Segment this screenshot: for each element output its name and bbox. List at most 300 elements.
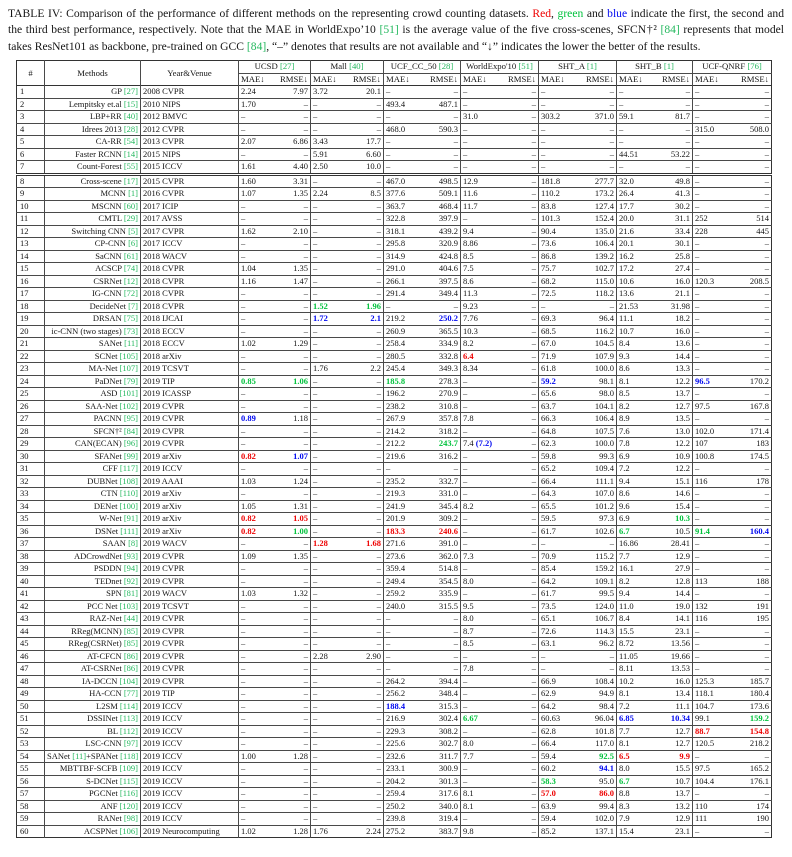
citation-link[interactable]: [116] (119, 788, 138, 799)
metric-value: – (241, 123, 246, 134)
method-cell (45, 475, 141, 488)
value-cell (461, 700, 505, 713)
method-cell (45, 225, 141, 238)
value-cell (461, 650, 505, 663)
row-number: 3 (17, 111, 45, 124)
metric-value: 291.4 (386, 288, 406, 299)
value-cell (693, 338, 732, 351)
table-row (17, 613, 772, 626)
citation-link[interactable]: [74] (123, 263, 138, 274)
metric-value: 27.4 (675, 263, 691, 274)
row-number: 24 (17, 375, 45, 388)
label-text: CFF (102, 463, 120, 474)
metric-value: 94.9 (599, 688, 615, 699)
metric-value: – (241, 813, 246, 824)
value-cell (578, 161, 617, 175)
value-cell (617, 263, 655, 276)
metric-value: 8.5 (463, 638, 474, 649)
caption-text: Red (532, 7, 552, 20)
value-cell (384, 525, 424, 538)
metric-value: 127.4 (594, 200, 615, 211)
value-cell (693, 400, 732, 413)
value-cell (732, 738, 772, 751)
value-cell (273, 174, 311, 188)
metric-value: 6.7 (619, 775, 630, 786)
citation-link[interactable]: [11] (124, 338, 138, 349)
value-cell (732, 650, 772, 663)
citation-link[interactable]: [93] (123, 550, 138, 561)
metric-value: 15.5 (675, 763, 691, 774)
value-cell (578, 525, 617, 538)
metric-value: 185.8 (386, 375, 406, 386)
table-row (17, 725, 772, 738)
metric-value: 250.2 (386, 800, 406, 811)
citation-link[interactable]: [72] (123, 288, 138, 299)
metric-value: – (241, 800, 246, 811)
table-row (17, 500, 772, 513)
metric-value: 1.03 (241, 588, 256, 599)
value-cell (311, 425, 346, 438)
metric-value: 13.53 (670, 663, 691, 674)
metric-value: – (313, 788, 318, 799)
metric-value: – (376, 625, 382, 636)
metric-value: 16.2 (619, 250, 634, 261)
citation-link[interactable]: [100] (119, 500, 138, 511)
method-cell (45, 350, 141, 363)
citation-link[interactable]: [1] (663, 61, 674, 72)
value-cell (732, 413, 772, 426)
citation-link[interactable]: [81] (123, 588, 138, 599)
citation-link[interactable]: [84] (660, 23, 680, 37)
venue-cell: 2018 CVPR (141, 300, 239, 313)
citation-link[interactable]: [111] (120, 525, 138, 536)
citation-link[interactable]: [117] (119, 463, 138, 474)
venue-cell: 2019 TCSVT (141, 363, 239, 376)
method-cell (45, 788, 141, 801)
venue-cell: 2019 arXiv (141, 450, 239, 463)
metric-value: 349.3 (438, 363, 459, 374)
citation-link[interactable]: [8] (128, 538, 138, 549)
metric-value: – (619, 161, 624, 172)
metric-value: 94.1 (599, 763, 615, 774)
value-cell (578, 188, 617, 201)
citation-link[interactable]: [73] (123, 325, 138, 336)
metric-value: 31.1 (675, 213, 691, 224)
metric-value: – (463, 136, 468, 147)
value-cell (617, 663, 655, 676)
citation-link[interactable]: [84] (246, 39, 267, 53)
metric-value: 64.2 (541, 700, 556, 711)
citation-link[interactable]: [28] (438, 61, 454, 72)
value-cell (617, 400, 655, 413)
value-cell (424, 413, 461, 426)
value-cell (384, 813, 424, 826)
metric-value: 1.18 (293, 413, 308, 424)
citation-link[interactable]: [60] (123, 200, 138, 211)
metric-value: – (541, 98, 546, 109)
citation-link[interactable]: [40] (123, 111, 138, 122)
metric-value: – (313, 513, 318, 524)
metric-value: 118.2 (595, 288, 615, 299)
value-cell (655, 763, 693, 776)
label-text: DSNet (94, 525, 121, 536)
metric-value: – (386, 650, 391, 661)
metric-value: 1.31 (293, 500, 308, 511)
method-cell (45, 400, 141, 413)
metric-value: – (313, 663, 318, 674)
citation-link[interactable]: [54] (123, 136, 138, 147)
value-cell (578, 225, 617, 238)
value-cell (655, 250, 693, 263)
metric-value: 468.4 (438, 200, 459, 211)
citation-link[interactable]: [28] (123, 123, 138, 134)
citation-link[interactable]: [86] (123, 663, 138, 674)
value-cell (273, 425, 311, 438)
metric-value: – (531, 663, 537, 674)
value-cell (461, 161, 505, 175)
citation-link[interactable]: [105] (119, 350, 138, 361)
metric-value: 8.3 (619, 800, 630, 811)
citation-link[interactable]: [27] (123, 86, 138, 97)
value-cell (311, 111, 346, 124)
row-number: 50 (17, 700, 45, 713)
metric-value: – (313, 111, 318, 122)
metric-value: – (241, 675, 246, 686)
metric-value: 14.4 (675, 350, 691, 361)
value-cell (539, 174, 578, 188)
metric-value: 9.23 (463, 300, 478, 311)
value-cell (273, 463, 311, 476)
venue-cell: 2019 CVPR (141, 438, 239, 451)
metric-value: 110.2 (541, 188, 560, 199)
citation-link[interactable]: [40] (349, 61, 364, 72)
metric-value: 258.4 (386, 338, 406, 349)
metric-value: 1.32 (293, 588, 308, 599)
table-row (17, 550, 772, 563)
value-cell (693, 750, 732, 763)
table-row (17, 675, 772, 688)
value-cell (311, 161, 346, 175)
metric-value: – (303, 775, 308, 786)
citation-link[interactable]: [103] (119, 600, 138, 611)
citation-link[interactable]: [79] (123, 375, 138, 386)
metric-value: – (531, 375, 537, 386)
rmse-subheader: RMSE↓ (578, 73, 617, 86)
value-cell (346, 375, 384, 388)
metric-value: – (376, 98, 382, 109)
value-cell (617, 200, 655, 213)
value-cell (384, 200, 424, 213)
citation-link[interactable]: [1] (128, 188, 138, 199)
metric-value: – (313, 725, 318, 736)
value-cell (655, 475, 693, 488)
label-text: CTN (100, 488, 120, 499)
citation-link[interactable]: [85] (123, 638, 138, 649)
citation-link[interactable]: [115] (119, 775, 138, 786)
metric-value: 73.5 (541, 600, 556, 611)
citation-link[interactable]: [110] (119, 488, 138, 499)
value-cell (617, 788, 655, 801)
value-cell (578, 688, 617, 701)
metric-value: 1.16 (241, 275, 256, 286)
citation-link[interactable]: [120] (119, 800, 138, 811)
metric-value: – (531, 325, 537, 336)
metric-value: 1.70 (241, 98, 256, 109)
metric-value: 174 (756, 800, 770, 811)
metric-value: – (313, 175, 318, 186)
metric-value: 67.0 (541, 338, 556, 349)
citation-link[interactable]: [98] (123, 813, 138, 824)
value-cell (505, 575, 539, 588)
value-cell (693, 450, 732, 463)
citation-link[interactable]: [1] (586, 61, 597, 72)
citation-link[interactable]: [11] (72, 750, 87, 761)
value-cell (346, 750, 384, 763)
citation-link[interactable]: [75] (123, 313, 138, 324)
table-row (17, 263, 772, 276)
citation-link[interactable]: [61] (123, 250, 138, 261)
value-cell (578, 388, 617, 401)
citation-link[interactable]: [118] (120, 750, 139, 761)
value-cell (239, 563, 273, 576)
metric-value: – (764, 175, 770, 186)
value-cell (384, 450, 424, 463)
metric-value: – (376, 738, 382, 749)
value-cell (311, 500, 346, 513)
metric-value: 9.4 (619, 475, 630, 486)
citation-link[interactable]: [91] (123, 513, 138, 524)
metric-value: – (303, 663, 308, 674)
citation-link[interactable]: [99] (123, 450, 138, 461)
value-cell (461, 238, 505, 251)
value-cell (311, 738, 346, 751)
method-cell (45, 174, 141, 188)
value-cell (539, 388, 578, 401)
metric-value: – (609, 650, 615, 661)
metric-value: 63.7 (541, 400, 556, 411)
citation-link[interactable]: [29] (123, 213, 138, 224)
value-cell (239, 625, 273, 638)
citation-link[interactable]: [84] (123, 425, 138, 436)
citation-link[interactable]: [27] (279, 61, 295, 72)
citation-link[interactable]: [6] (128, 238, 138, 249)
metric-value: 8.4 (619, 338, 630, 349)
citation-link[interactable]: [7] (128, 300, 138, 311)
metric-value: 232.6 (386, 750, 406, 761)
value-cell (693, 148, 732, 161)
metric-value: 66.4 (541, 475, 556, 486)
value-cell (578, 513, 617, 526)
metric-value: – (453, 638, 459, 649)
metric-value: 33.4 (675, 225, 691, 236)
metric-value: 264.2 (386, 675, 406, 686)
metric-value: 65.6 (541, 388, 556, 399)
value-cell (346, 123, 384, 136)
metric-value: – (303, 400, 308, 411)
citation-link[interactable]: [55] (123, 161, 138, 172)
metric-value: 7.7 (463, 750, 474, 761)
metric-value: – (313, 388, 318, 399)
value-cell (693, 600, 732, 613)
citation-link[interactable]: [102] (119, 400, 138, 411)
citation-link[interactable]: [15] (123, 98, 138, 109)
label-text: RANet (97, 813, 124, 824)
value-cell (732, 675, 772, 688)
metric-value: – (764, 500, 770, 511)
metric-value: – (303, 123, 308, 134)
metric-value: 2.2 (370, 363, 382, 374)
citation-link[interactable]: [94] (123, 563, 138, 574)
metric-value: – (376, 775, 382, 786)
value-cell (346, 575, 384, 588)
metric-value: – (303, 625, 308, 636)
metric-value: – (376, 575, 382, 586)
value-cell (655, 513, 693, 526)
value-cell (311, 563, 346, 576)
venue-cell: 2019 CVPR (141, 663, 239, 676)
value-cell (461, 388, 505, 401)
row-number: 18 (17, 300, 45, 313)
metric-value: 86.8 (541, 250, 556, 261)
metric-value: 81.7 (675, 111, 691, 122)
citation-link[interactable]: [104] (119, 675, 138, 686)
value-cell (311, 763, 346, 776)
metric-value: 61.8 (541, 363, 556, 374)
citation-link[interactable]: [114] (119, 700, 138, 711)
value-cell (239, 338, 273, 351)
citation-link[interactable]: [85] (123, 625, 138, 636)
value-cell (273, 475, 311, 488)
value-cell (384, 300, 424, 313)
citation-link[interactable]: [97] (123, 738, 138, 749)
metric-value: 17.2 (619, 263, 634, 274)
label-text: Idrees 2013 (81, 123, 124, 134)
metric-value: – (376, 675, 382, 686)
citation-link[interactable]: [51] (518, 61, 533, 72)
value-cell (693, 563, 732, 576)
value-cell (424, 288, 461, 301)
venue-cell: 2013 CVPR (141, 136, 239, 149)
citation-link[interactable]: [92] (123, 575, 138, 586)
table-row (17, 98, 772, 111)
metric-value: 104.5 (594, 338, 615, 349)
value-cell (655, 363, 693, 376)
citation-link[interactable]: [96] (123, 438, 138, 449)
venue-cell: 2019 arXiv (141, 525, 239, 538)
metric-value: – (619, 86, 624, 97)
metric-value: – (764, 313, 770, 324)
metric-value: – (313, 425, 318, 436)
value-cell (273, 188, 311, 201)
metric-value: – (303, 800, 308, 811)
table-body (17, 86, 772, 838)
venue-cell: 2019 ICCV (141, 725, 239, 738)
citation-link[interactable]: [112] (119, 725, 138, 736)
value-cell (424, 325, 461, 338)
value-cell (617, 161, 655, 175)
metric-value: – (463, 725, 468, 736)
label-text: ACSPNet (83, 825, 120, 836)
value-cell (461, 313, 505, 326)
citation-link[interactable]: [108] (119, 475, 138, 486)
value-cell (384, 600, 424, 613)
table-row (17, 188, 772, 201)
value-cell (273, 148, 311, 161)
value-cell (424, 725, 461, 738)
citation-link[interactable]: [109] (119, 763, 138, 774)
citation-link[interactable]: [44] (123, 613, 138, 624)
citation-link[interactable]: [5] (128, 225, 138, 236)
metric-value: – (695, 175, 700, 186)
metric-value: – (695, 325, 700, 336)
method-cell (45, 111, 141, 124)
value-cell (732, 750, 772, 763)
metric-value: – (619, 136, 624, 147)
value-cell (461, 588, 505, 601)
row-number: 54 (17, 750, 45, 763)
value-cell (655, 550, 693, 563)
citation-link[interactable]: [76] (747, 61, 762, 72)
value-cell (384, 174, 424, 188)
metric-value: – (531, 650, 537, 661)
value-cell (311, 488, 346, 501)
comparison-table (16, 60, 772, 838)
value-cell (693, 675, 732, 688)
method-cell (45, 738, 141, 751)
metric-value: 8.5 (619, 388, 630, 399)
value-cell (424, 338, 461, 351)
citation-link[interactable]: [86] (123, 650, 138, 661)
citation-link[interactable]: [106] (119, 825, 138, 836)
row-number: 35 (17, 513, 45, 526)
value-cell (273, 488, 311, 501)
row-number: 2 (17, 98, 45, 111)
metric-value: – (764, 188, 770, 199)
metric-value: – (531, 225, 537, 236)
value-cell (384, 775, 424, 788)
method-cell (45, 638, 141, 651)
citation-link[interactable]: [12] (123, 275, 138, 286)
value-cell (461, 288, 505, 301)
value-cell (693, 300, 732, 313)
value-cell (617, 425, 655, 438)
citation-link[interactable]: [17] (123, 175, 138, 186)
metric-value: 317.6 (438, 788, 459, 799)
metric-value: – (313, 638, 318, 649)
citation-link[interactable]: [14] (123, 148, 138, 159)
value-cell (539, 700, 578, 713)
metric-value: – (386, 148, 391, 159)
value-cell (617, 413, 655, 426)
citation-link[interactable]: [77] (123, 688, 138, 699)
citation-link[interactable]: [95] (123, 413, 138, 424)
citation-link[interactable]: [51] (379, 23, 399, 37)
value-cell (384, 750, 424, 763)
value-cell (239, 600, 273, 613)
metric-value: 183 (756, 438, 770, 449)
citation-link[interactable]: [113] (119, 713, 138, 724)
metric-value: 8.0 (463, 613, 474, 624)
citation-link[interactable]: [107] (119, 363, 138, 374)
citation-link[interactable]: [101] (119, 388, 138, 399)
metric-value: – (685, 123, 691, 134)
value-cell (578, 725, 617, 738)
metric-value: – (313, 688, 318, 699)
value-cell (693, 350, 732, 363)
metric-value: – (463, 675, 468, 686)
row-number: 59 (17, 813, 45, 826)
value-cell (273, 313, 311, 326)
